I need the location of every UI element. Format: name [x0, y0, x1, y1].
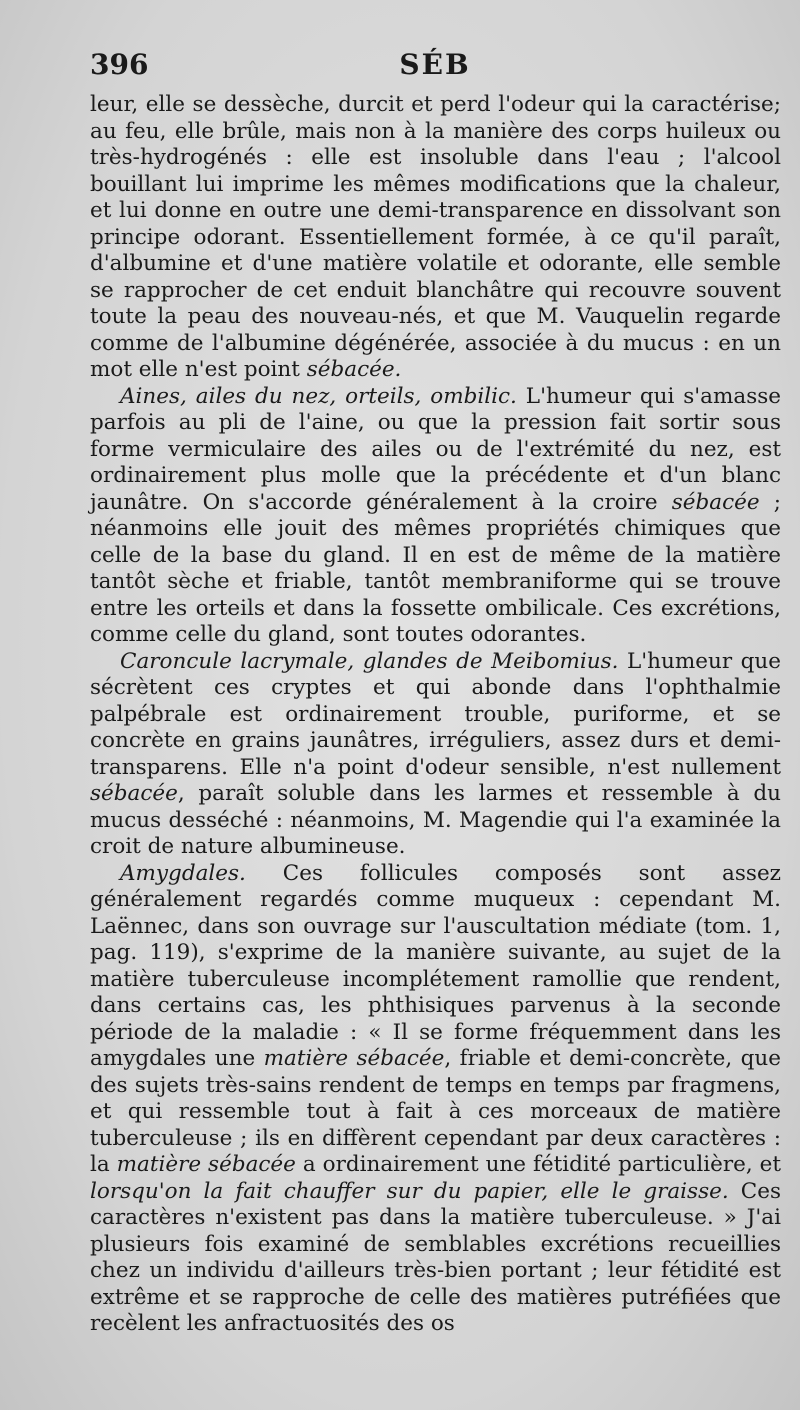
italic-text: sébacée.: [306, 357, 402, 382]
text-run: L'humeur que sécrètent ces cryptes et qui abonde dans l'ophthalmie palpébrale est ordinairement trouble, puriforme, et se concrète en grains jaunâtres, irréguliers, assez durs et demi-transparens. Elle n'a point d'odeur sensible, n'est nullement: [90, 648, 781, 780]
paragraph: [90, 92, 781, 384]
paragraph: [90, 861, 781, 1338]
body-text: [90, 92, 781, 1338]
text-run: leur, elle se dessèche, durcit et perd l'odeur qui la caractérise; au feu, elle brûle, mais non à la manière des corps huileux ou très-hydrogénés : elle est insoluble dans l'eau ; l'alcool bouillant lui imprime les mêmes modifications que la chaleur, et lui donne en outre une demi-transparence en dissolvant son principe odorant. Essentiellement formée, à ce qu'il paraît, d'albumine et d'une matière volatile et odorante, elle semble se rapprocher de cet enduit blanchâtre qui recouvre souvent toute la peau des nouveau-nés, et que M. Vauquelin regarde comme de l'albumine dégénérée, associée à du mucus : en un mot elle n'est point: [90, 92, 781, 382]
text-run: Ces caractères n'existent pas dans la matière tuberculeuse. » J'ai plusieurs fois examiné de semblables excrétions recueillies chez un individu d'ailleurs très-bien portant ; leur fétidité est extrême et se rapproche de celle des matières putréfiées que recèlent les anfractuosités des os: [90, 1178, 781, 1336]
italic-text: matière sébacée: [116, 1152, 296, 1177]
text-run: L'humeur qui s'amasse parfois au pli de l'aine, ou que la pression fait sortir sous forme vermiculaire des ailes ou de l'extrémité du nez, est ordinairement plus molle que la précédente et d'un blanc jaunâtre. On s'accorde généralement à la croire: [90, 383, 781, 515]
italic-text: lorsqu'on la fait chauffer sur du papier, elle le graisse.: [90, 1178, 729, 1204]
text-run: ; néanmoins elle jouit des mêmes propriétés chimiques que celle de la base du gland. Il en est de même de la matière tantôt sèche et friable, tantôt membraniforme qui se trouve entre les orteils et dans la fossette ombilicale. Ces excrétions, comme celle du gland, sont toutes odorantes.: [90, 489, 781, 647]
running-head: SÉB: [399, 48, 471, 81]
page-header: [90, 48, 780, 88]
italic-text: matière sébacée: [263, 1046, 445, 1071]
text-run: , paraît soluble dans les larmes et ressemble à du mucus desséché : néanmoins, M. Magendie qui l'a examinée la croit de nature albumineuse.: [90, 781, 781, 859]
italic-text: Amygdales.: [120, 860, 246, 886]
italic-text: Caroncule lacrymale, glandes de Meibomius.: [120, 648, 619, 674]
paragraph: [90, 649, 781, 861]
italic-text: sébacée: [90, 781, 178, 806]
text-run: Ces follicules composés sont assez généralement regardés comme muqueux : cependant M. Laënnec, dans son ouvrage sur l'auscultation médiate (tom. 1, pag. 119), s'exprime de la manière suivante, au sujet de la matière tuberculeuse incomplétement ramollie que rendent, dans certains cas, les phthisiques parvenus à la seconde période de la maladie : « Il se forme fréquemment dans les amygdales une: [90, 860, 781, 1071]
italic-text: Aines, ailes du nez, orteils, ombilic.: [120, 383, 517, 409]
text-run: , friable et demi-concrète, que des sujets très-sains rendent de temps en temps par fragmens, et qui ressemble tout à fait à ces morceaux de matière tuberculeuse ; ils en diffèrent cependant par deux caractères : la: [90, 1046, 782, 1177]
text-run: a ordinairement une fétidité particulière, et: [295, 1152, 781, 1177]
page-number: 396: [90, 48, 149, 81]
paragraph: [90, 384, 781, 649]
italic-text: sébacée: [671, 489, 760, 515]
